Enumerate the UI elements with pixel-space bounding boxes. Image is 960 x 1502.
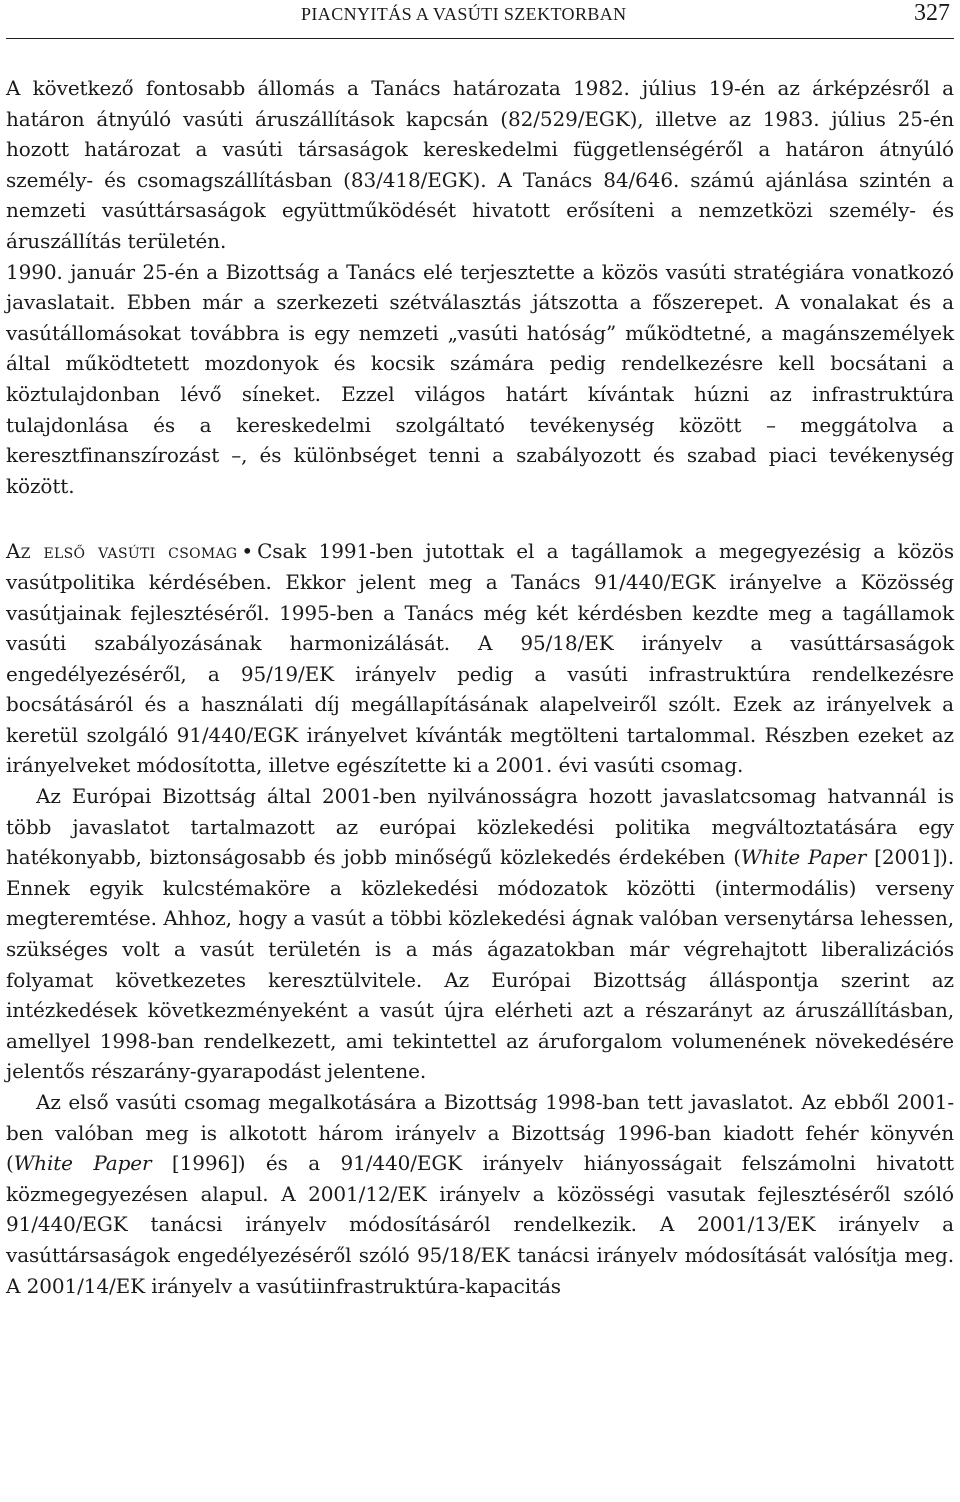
paragraph bbox=[6, 1087, 954, 1301]
paragraph-text: 1990. január 25-én a Bizottság a Tanács elé terjesztette a közös vasúti stratégiára vonatkozó javaslatait. Ebben már a szerkezeti szétválasztás játszotta a főszerepet. A vonalakat és a vasútállomásokat továbbra is egy nemzeti „vasúti hatóság” működtetné, a magánszemélyek által működtetett mozdonyok és kocsik számára pedig rendelkezésre kell bocsátani a köztulajdonban lévő síneket. Ezzel világos határt kívántak húzni az infrastruktúra tulajdonlása és a kereskedelmi szolgáltató tevékenység között – meggátolva a keresztfinanszírozást –, és különbséget tenni a szabályozott és szabad piaci tevékenység között. bbox=[6, 259, 954, 498]
running-header bbox=[6, 0, 954, 39]
italic-citation: White Paper bbox=[13, 1151, 152, 1176]
paragraph-text: [2001]). Ennek egyik kulcstémaköre a közlekedési módozatok közötti (intermodális) verseny megteremtése. Ahhoz, hogy a vasút a többi közlekedési ágnak valóban versenytársa lehessen, szükséges volt a vasút területén is a más ágazatokban már végrehajtott liberalizációs folyamat következetes keresztülvitele. Az Európai Bizottság álláspontja szerint az intézkedések következményeként a vasút újra elérheti azt a részarányt az áruszállításban, amellyel 1998-ban rendelkezett, ami tekintettel az áruforgalom volumenének növekedésére jelentős részarány-gyarapodást jelentene. bbox=[6, 845, 955, 1084]
section-paragraph bbox=[6, 536, 954, 781]
paragraph-text: Csak 1991-ben jutottak el a tagállamok a megegyezésig a közös vasútpolitika kérdésében. Ekkor jelent meg a Tanács 91/440/EGK irányelve a Közösség vasútjainak fejlesztéséről. 1995-ben a Tanács még két kérdésben kezdte meg a tagállamok vasúti szabályozásának harmonizálását. A 95/18/EK irányelv a vasúttársaságok engedélyezéséről, a 95/19/EK irányelv pedig a vasúti infrastruktúra rendelkezésre bocsátásáról és a használati díj megállapításának alapelveiről szólt. Ezek az irányelvek a keretül szolgáló 91/440/EGK irányelvet kívánták megtölteni tartalommal. Részben ezeket az irányelveket módosította, illetve egészítette ki a 2001. évi vasúti csomag. bbox=[6, 539, 954, 778]
paragraph bbox=[6, 781, 954, 1087]
paragraph-text: A következő fontosabb állomás a Tanács határozata 1982. július 19-én az árképzésről a határon átnyúló vasúti áruszállítások kapcsán (82/529/EGK), illetve az 1983. július 25-én hozott határozat a vasúti társaságok kereskedelmi függetlenségéről a határon átnyúló személy- és csomagszállításban (83/418/EGK). A Tanács 84/646. számú ajánlása szintén a nemzeti vasúttársaságok együttműködését hivatott erősíteni a nemzetközi személy- és áruszállítás területén. bbox=[6, 76, 954, 253]
body-text bbox=[6, 73, 954, 1301]
paragraph-text: Az első vasúti csomag megalkotására a Bizottság 1998-ban tett javaslatot. Az ebből 2001-ben valóban meg is alkotott három irányelv a Bizottság 1996-ban kiadott fehér könyvén ( bbox=[6, 1090, 954, 1176]
paragraph-text: [1996]) és a 91/440/EGK irányelv hiányosságait felszámolni hivatott közmegegyezésen alapul. A 2001/12/EK irányelv a közösségi vasutak fejlesztéséről szóló 91/440/EGK tanácsi irányelv módosításáról rendelkezik. A 2001/13/EK irányelv a vasúttársaságok engedélyezéséről szóló 95/18/EK tanácsi irányelv módosítását valósítja meg. A 2001/14/EK irányelv a vasútiinfrastruktúra-kapacitás bbox=[6, 1151, 954, 1298]
document-page bbox=[6, 0, 954, 1301]
paragraph bbox=[6, 257, 954, 502]
section-heading: Az első vasúti csomag bbox=[6, 539, 238, 564]
bullet-separator: • bbox=[241, 539, 254, 564]
italic-citation: White Paper bbox=[740, 845, 867, 870]
paragraph-text: Az Európai Bizottság által 2001-ben nyilvánosságra hozott javaslatcsomag hatvannál is több javaslatot tartalmazott az európai közlekedési politika megváltoztatására egy hatékonyabb, biztonságosabb és jobb minőségű közlekedés érdekében ( bbox=[6, 784, 954, 870]
running-title: PIACNYITÁS A VASÚTI SZEKTORBAN bbox=[301, 4, 627, 24]
paragraph bbox=[6, 73, 954, 257]
page-number: 327 bbox=[914, 0, 950, 26]
